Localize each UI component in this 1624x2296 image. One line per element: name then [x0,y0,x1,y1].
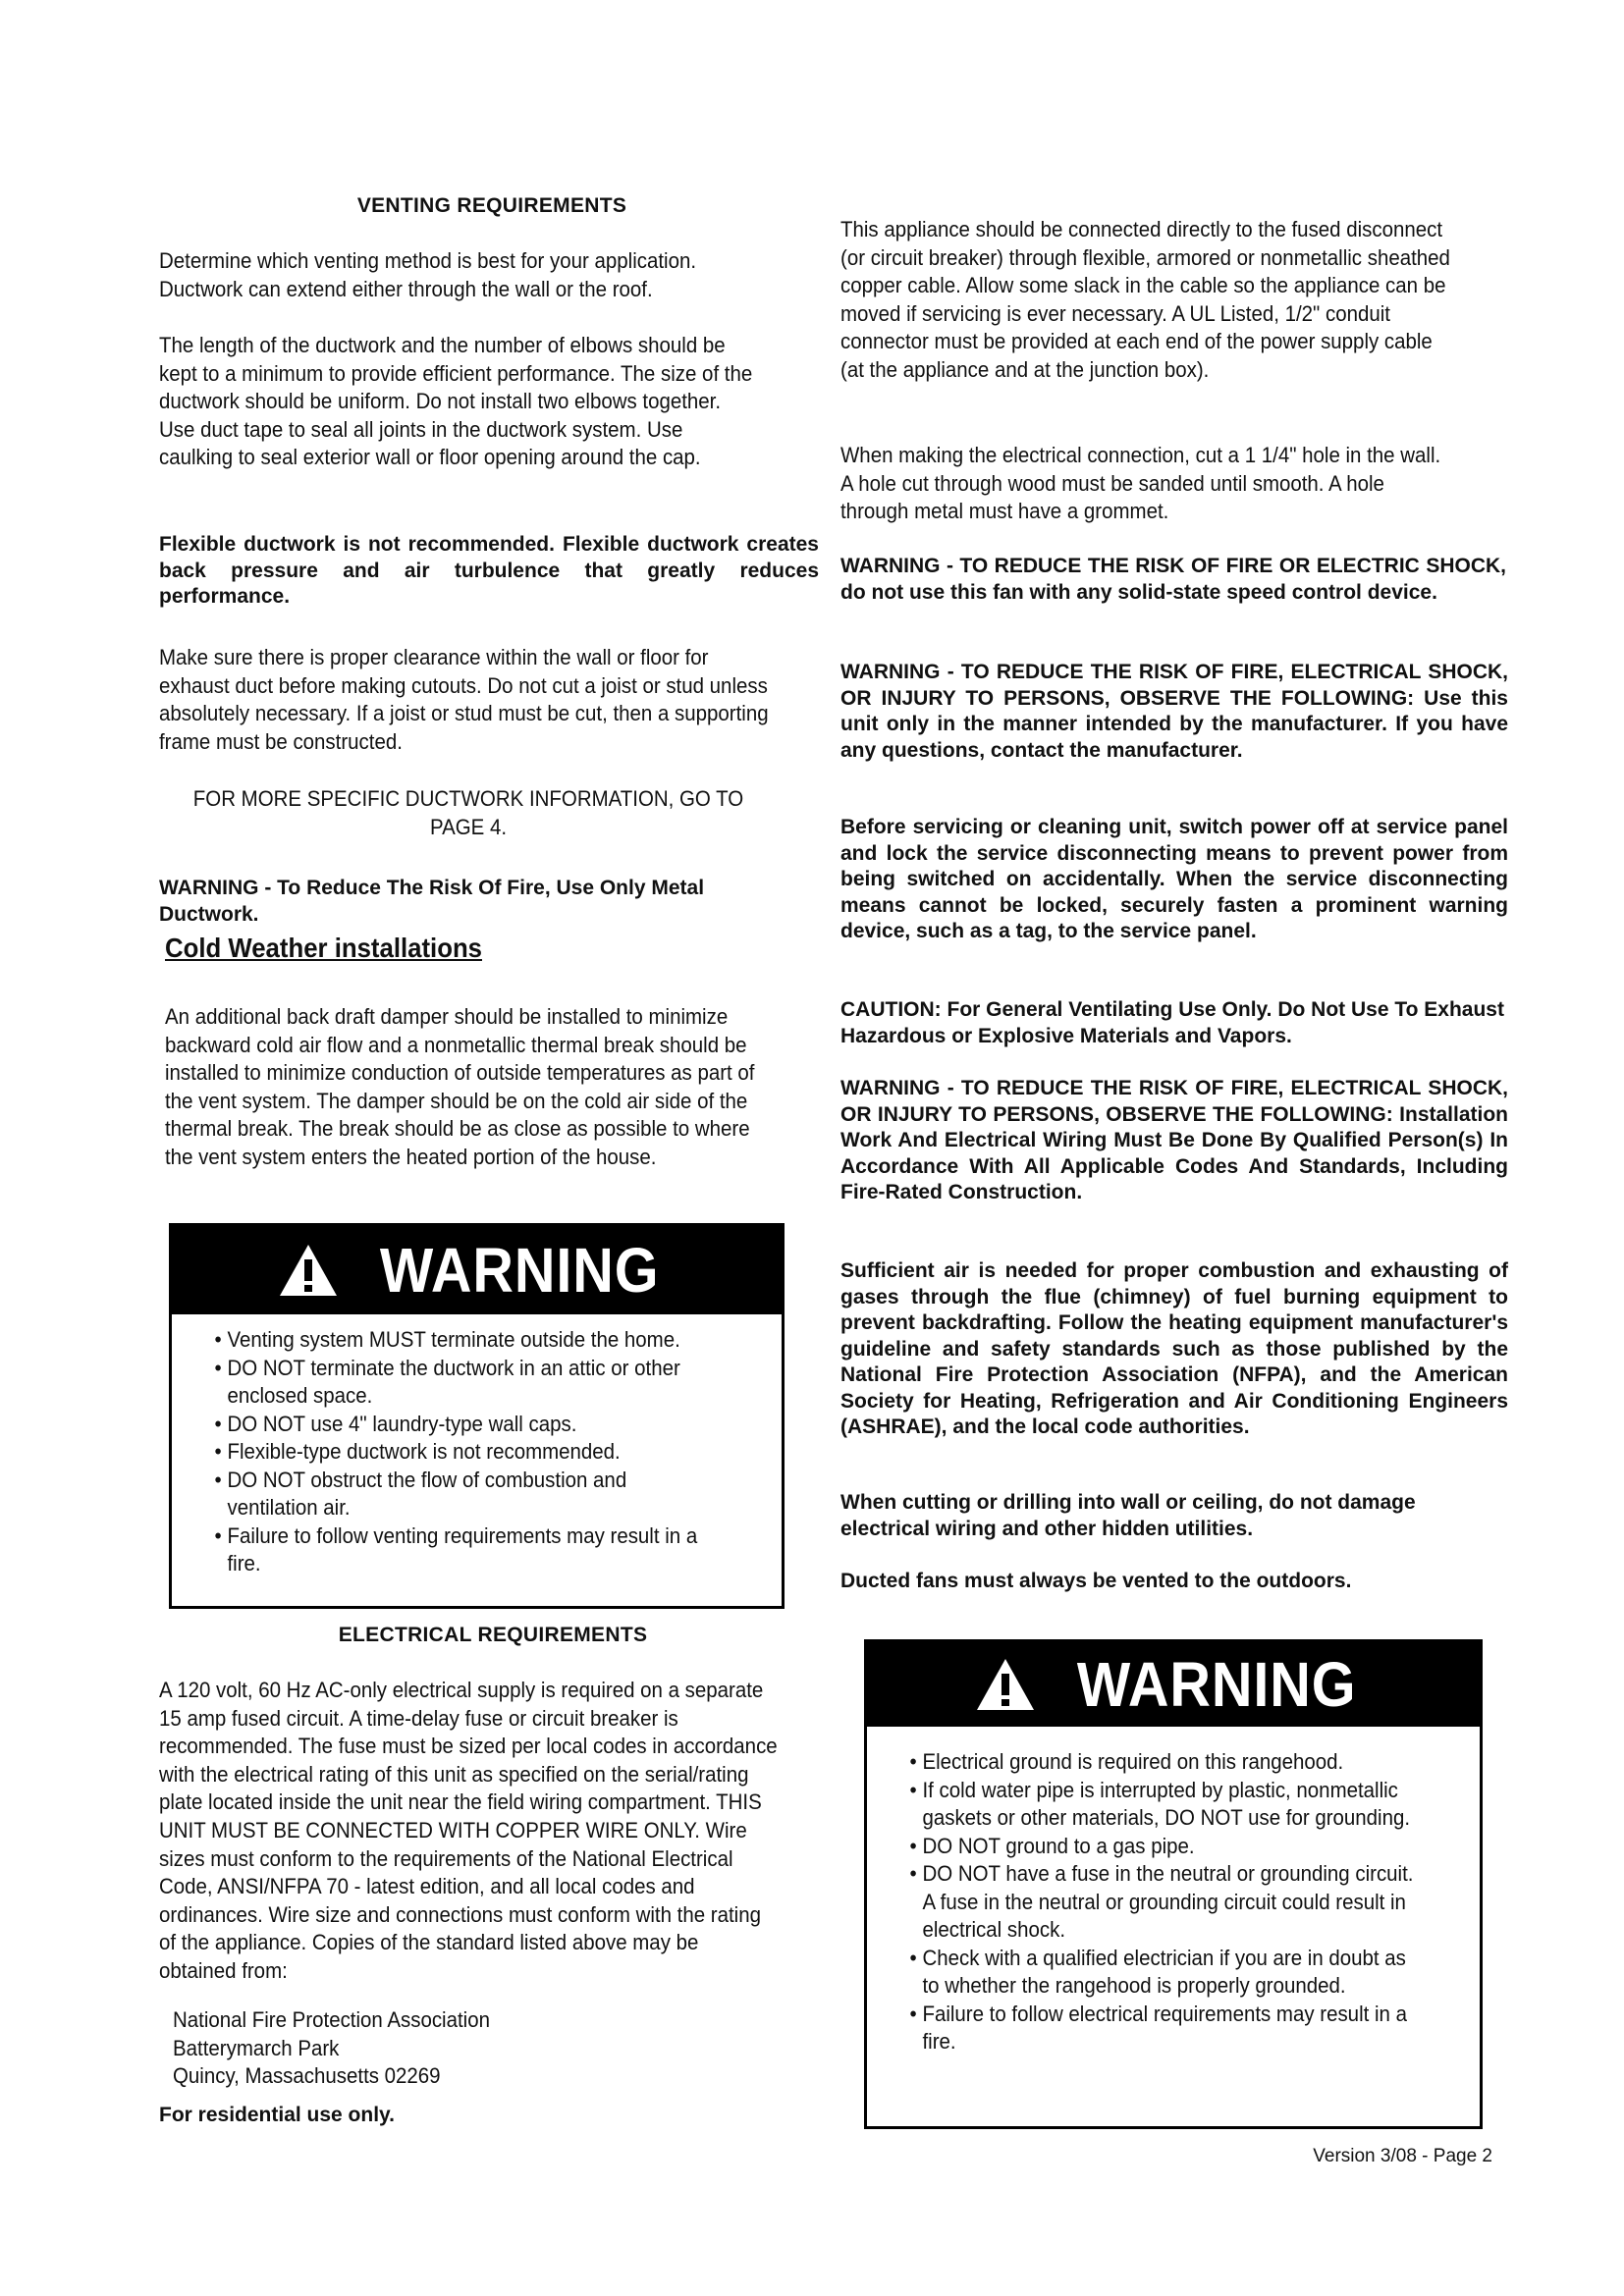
venting-warning-list [207,1326,719,1578]
electrical-text: A 120 volt, 60 Hz AC-only electrical supply is required on a separate 15 amp fused circuit. A time-delay fuse or circuit breaker is recommended. The fuse must be sized per local codes in accordance with the electrical rating of this unit as specified on the serial/rating plate located inside the unit near the field wiring compartment. THIS UNIT MUST BE CONNECTED WITH COPPER WIRE ONLY. Wire sizes must conform to the requirements of the National Electrical Code, ANSI/NFPA 70 - latest edition, and all local codes and ordinances. Wire size and connections must conform with the rating of the appliance. Copies of the standard listed above may be obtained from: [159,1678,778,1983]
installation-warning: WARNING - TO REDUCE THE RISK OF FIRE, ELECTRICAL SHOCK, OR INJURY TO PERSONS, OBSERVE THE FOLLOWING: Installation Work And Electrical Wiring Must Be Done By Qualified Person(s) In Accordance With All Applicable Codes And Standards, Including Fire-Rated Construction. [840,1077,1508,1203]
cold-weather-heading: Cold Weather installations [165,933,483,963]
ductwork-guidelines: The length of the ductwork and the number of elbows should be kept to a minimum to provide efficient performance. The size of the ductwork should be uniform. Do not install two elbows together. Use duct tape to seal all joints in the ductwork system. Use caulking to seal exterior wall or floor opening around the cap. [159,333,753,470]
warning-title: WARNING [380,1235,660,1306]
nfpa-address [173,2006,629,2091]
list-item: • DO NOT use 4" laundry-type wall caps. [207,1411,719,1439]
servicing-warning: Before servicing or cleaning unit, switch power off at service panel and lock the service disconnecting means to prevent power from being switched on accidentally. When the service disconnecting means cannot be locked, securely fasten a prominent warning device, such as a tag, to the service panel. [840,816,1508,942]
hidden-utilities-warning: When cutting or drilling into wall or ceiling, do not damage electrical wiring and other hidden utilities. [840,1491,1416,1540]
general-use-caution: CAUTION: For General Ventilating Use Only. Do Not Use To Exhaust Hazardous or Explosive Materials and Vapors. [840,998,1504,1047]
address-line: Batterymarch Park [173,2035,340,2060]
list-item: • Venting system MUST terminate outside the home. [207,1326,719,1355]
warning-triangle-icon [975,1657,1036,1712]
warning-banner [172,1226,782,1314]
combustion-air-text: Sufficient air is needed for proper combustion and exhausting of gases through the flue (chimney) of fuel burning equipment to prevent backdrafting. Follow the heating equipment manufacturer's guideline and safety standards such as those published by the National Fire Protection Association (NFPA), and the American Society for Heating, Refrigeration and Air Conditioning Engineers (ASHRAE), and the local code authorities. [840,1259,1508,1438]
warning-banner [867,1642,1480,1727]
ducted-fans-note: Ducted fans must always be vented to the outdoors. [840,1570,1352,1592]
address-line: National Fire Protection Association [173,2007,490,2032]
list-item: • DO NOT have a fuse in the neutral or grounding circuit. A fuse in the neutral or grounding circuit could result in electrical shock. [902,1860,1414,1945]
solid-state-warning: WARNING - TO REDUCE THE RISK OF FIRE OR ELECTRIC SHOCK, do not use this fan with any solid-state speed control device. [840,555,1506,604]
metal-ductwork-warning: WARNING - To Reduce The Risk Of Fire, Use Only Metal Ductwork. [159,877,705,926]
hole-cutting-text: When making the electrical connection, cut a 1 1/4" hole in the wall. A hole cut through wood must be sanded until smooth. A hole through metal must have a grommet. [840,443,1441,524]
list-item: • Failure to follow electrical requirements may result in a fire. [902,2001,1414,2056]
list-item: • Check with a qualified electrician if you are in doubt as to whether the rangehood is properly grounded. [902,1945,1414,2001]
list-item: • Electrical ground is required on this rangehood. [902,1748,1414,1777]
page-footer: Version 3/08 - Page 2 [1313,2146,1492,2166]
more-info-text: FOR MORE SPECIFIC DUCTWORK INFORMATION, GO TO PAGE 4. [192,786,744,839]
list-item: • Flexible-type ductwork is not recommended. [207,1438,719,1467]
address-line: Quincy, Massachusetts 02269 [173,2063,441,2089]
venting-intro: Determine which venting method is best for your application. Ductwork can extend either through the wall or the roof. [159,248,697,301]
list-item: • Failure to follow venting requirements may result in a fire. [207,1522,719,1578]
venting-warning-box [169,1223,785,1609]
connection-text: This appliance should be connected directly to the fused disconnect (or circuit breaker) through flexible, armored or nonmetallic sheathed copper cable. Allow some slack in the cable so the appliance can be moved if servicing is ever necessary. A UL Listed, 1/2" conduit connector must be provided at each end of the power supply cable (at the appliance and at the junction box). [840,217,1450,382]
list-item: • DO NOT ground to a gas pipe. [902,1833,1414,1861]
warning-title: WARNING [1076,1649,1357,1720]
electrical-warning-box [864,1639,1483,2129]
clearance-text: Make sure there is proper clearance within the wall or floor for exhaust duct before making cutouts. Do not cut a joist or stud unless absolutely necessary. If a joist or stud must be cut, then a supporting frame must be constructed. [159,645,769,754]
warning-triangle-icon [278,1243,339,1298]
list-item: • If cold water pipe is interrupted by plastic, nonmetallic gaskets or other materials, DO NOT use for grounding. [902,1777,1414,1833]
residential-use-note: For residential use only. [159,2104,396,2126]
cold-weather-text: An additional back draft damper should be installed to minimize backward cold air flow and a nonmetallic thermal break should be installed to minimize conduction of outside temperatures as part of the vent system. The damper should be on the cold air side of the thermal break. The break should be as close as possible to where the vent system enters the heated portion of the house. [165,1004,755,1169]
venting-heading: VENTING REQUIREMENTS [356,194,627,217]
list-item: • DO NOT obstruct the flow of combustion and ventilation air. [207,1467,719,1522]
list-item: • DO NOT terminate the ductwork in an attic or other enclosed space. [207,1355,719,1411]
electrical-warning-list [902,1748,1414,2056]
flexible-ductwork-warning: Flexible ductwork is not recommended. Flexible ductwork creates back pressure and air turbulence that greatly reduces performance. [159,533,819,608]
manufacturer-warning: WARNING - TO REDUCE THE RISK OF FIRE, ELECTRICAL SHOCK, OR INJURY TO PERSONS, OBSERVE THE FOLLOWING: Use this unit only in the manner intended by the manufacturer. If you have any questions, contact the manufacturer. [840,661,1508,762]
electrical-heading: ELECTRICAL REQUIREMENTS [338,1624,648,1646]
